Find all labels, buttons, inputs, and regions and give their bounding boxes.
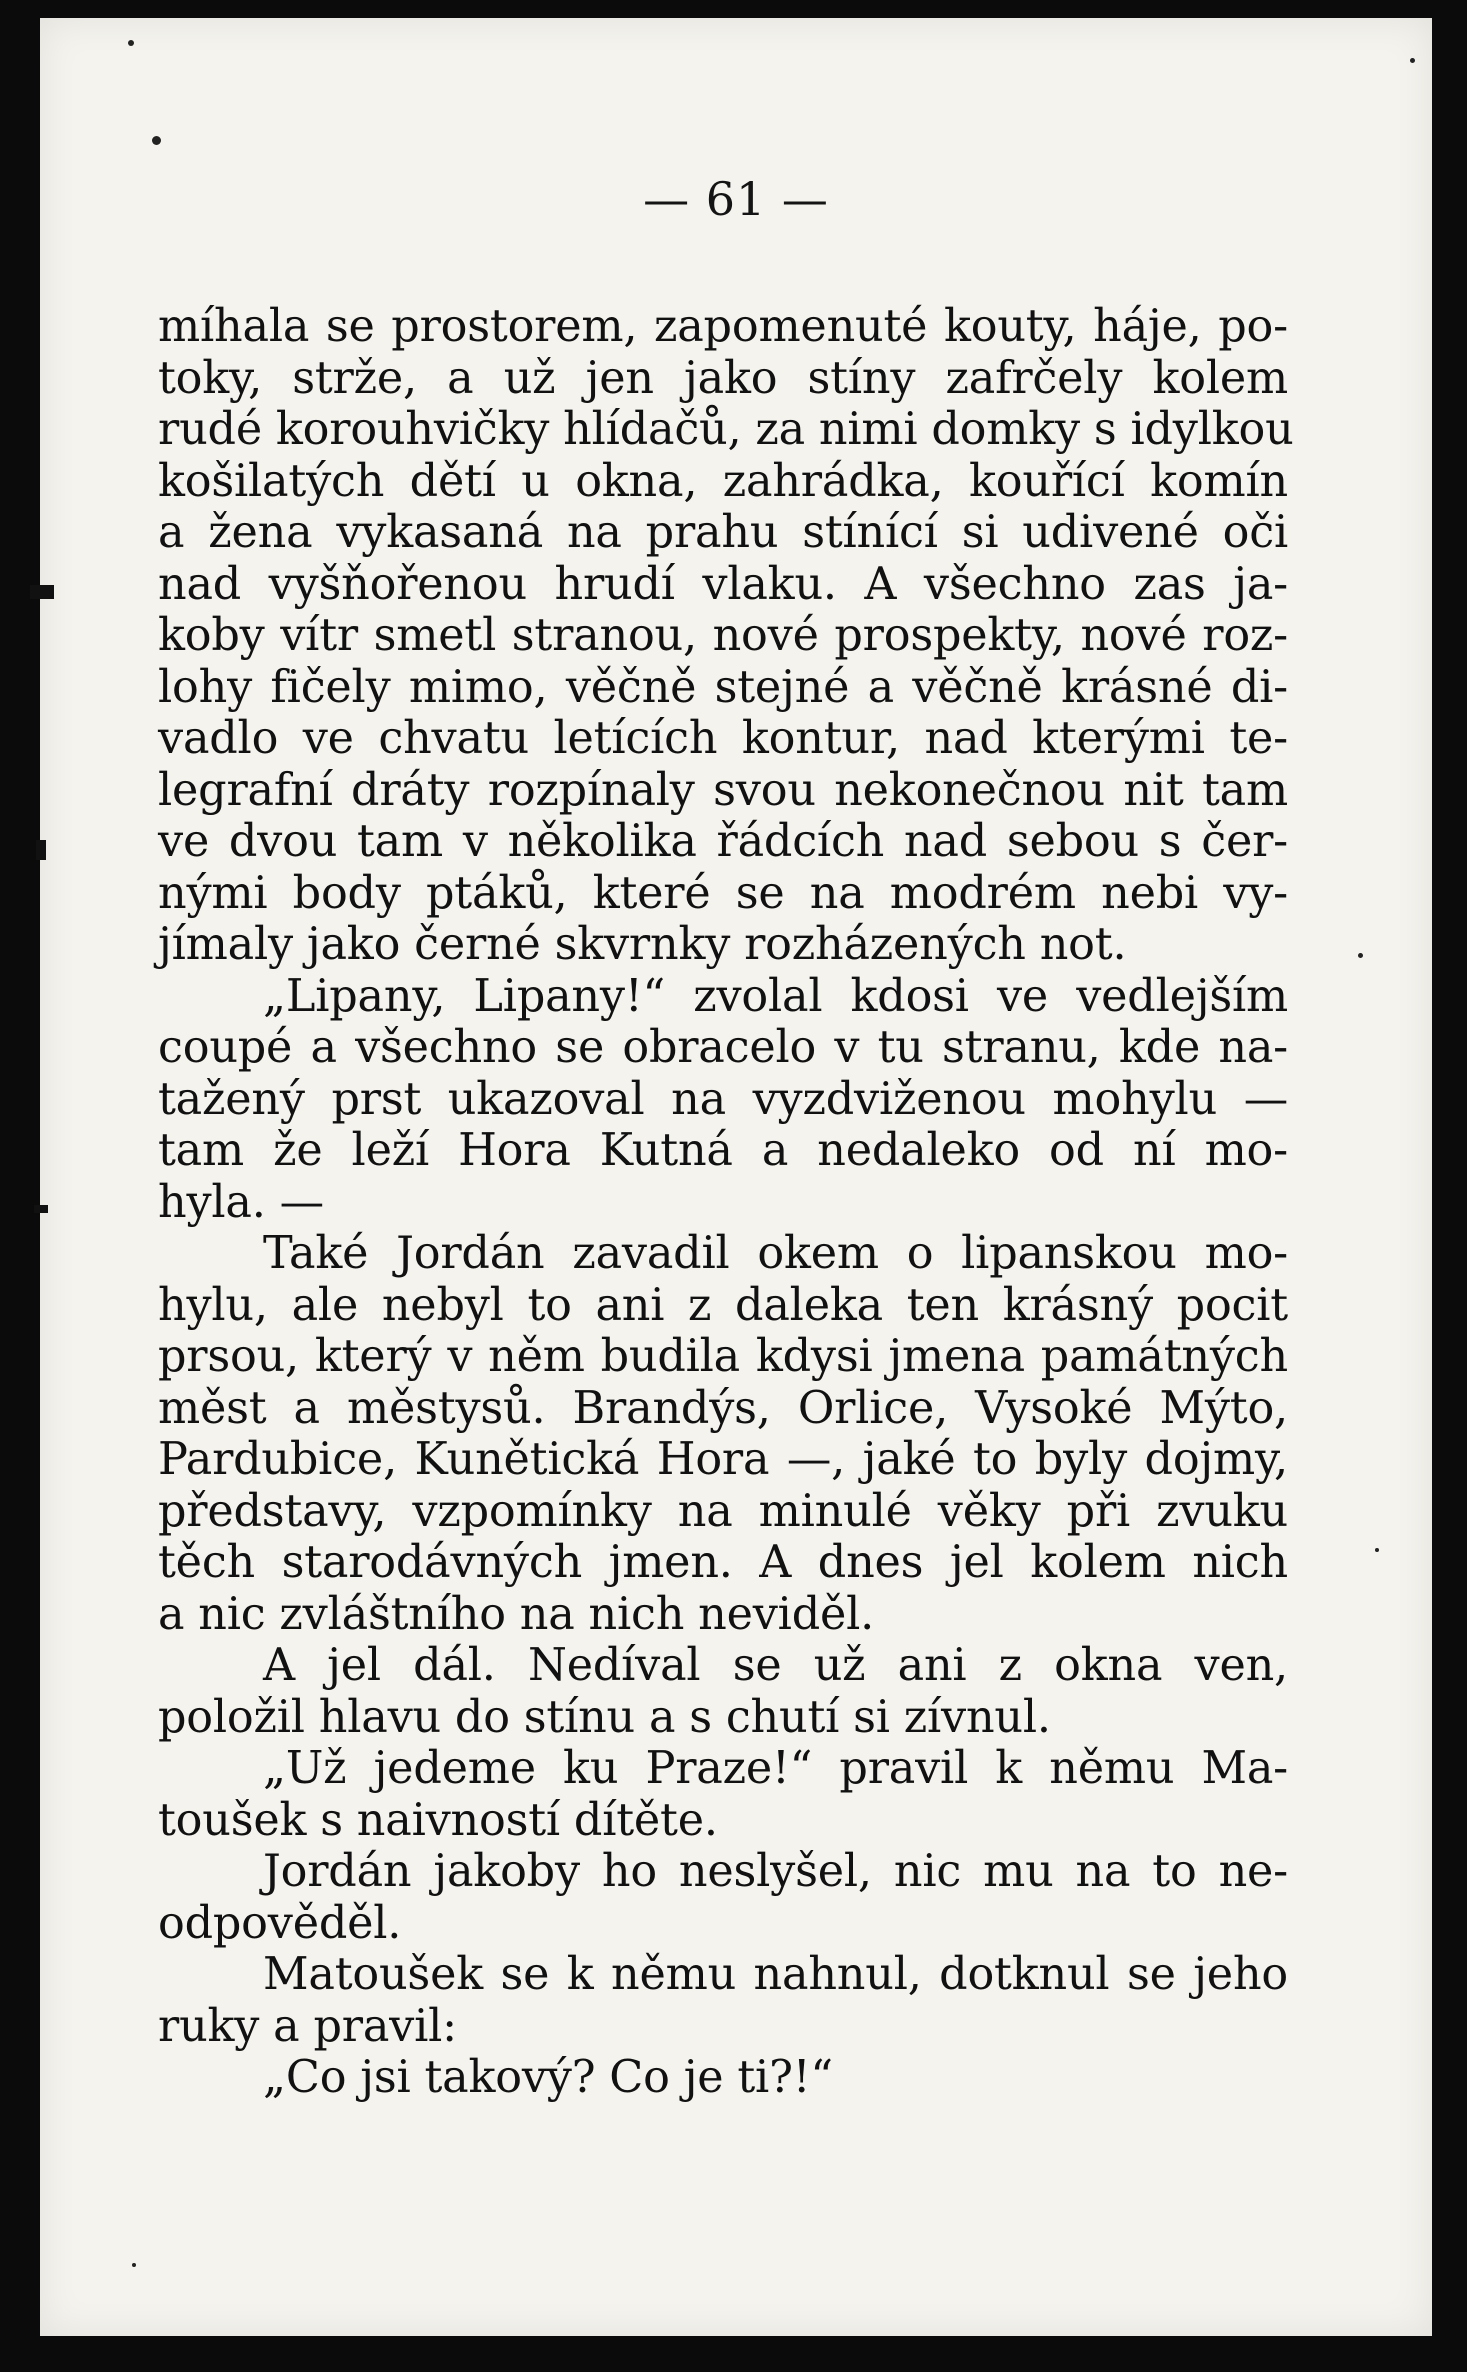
book-page — [40, 18, 1432, 2336]
scan-speck — [1358, 953, 1363, 958]
body-text — [158, 301, 1294, 2104]
paragraph — [158, 1949, 1288, 2052]
paragraph — [158, 1640, 1288, 1743]
text-line: Také Jordán zavadil okem o lipanskou mo- — [263, 1228, 1288, 1279]
text-line: Pardubice, Kunětická Hora —, jaké to byly dojmy, — [158, 1434, 1288, 1485]
text-line: hylu, ale nebyl to ani z daleka ten krásný pocit — [158, 1279, 1288, 1331]
text-line: ruky a pravil: — [158, 2000, 457, 2052]
page-number: — 61 — — [643, 172, 829, 226]
paragraph — [158, 2052, 1288, 2104]
scan-speck — [152, 136, 161, 145]
text-line: toky, strže, a už jen jako stíny zafrčely kolem — [158, 352, 1288, 404]
text-line: „Už jedeme ku Praze!“ pravil k němu Ma- — [263, 1743, 1288, 1794]
paragraph — [158, 1846, 1288, 1949]
text-line: nými body ptáků, které se na modrém nebi vy- — [158, 867, 1288, 919]
text-line: košilatých dětí u okna, zahrádka, kouřící komín — [158, 455, 1288, 507]
text-line: a nic zvláštního na nich neviděl. — [158, 1588, 875, 1640]
text-line: lohy fičely mimo, věčně stejné a věčně krásné di- — [158, 661, 1288, 713]
text-line: odpověděl. — [158, 1897, 402, 1949]
text-line: toušek s naivností dítěte. — [158, 1794, 718, 1846]
text-line: rudé korouhvičky hlídačů, za nimi domky s idylkou — [158, 404, 1294, 455]
binding-edge-mark — [30, 585, 54, 599]
text-line: Jordán jakoby ho neslyšel, nic mu na to ne- — [263, 1846, 1288, 1897]
scan-speck — [132, 2263, 136, 2267]
text-line: hyla. — — [158, 1176, 324, 1228]
text-line: položil hlavu do stínu a s chutí si zívnul. — [158, 1691, 1051, 1743]
binding-edge-mark — [34, 1205, 48, 1213]
text-line: představy, vzpomínky na minulé věky při zvuku — [158, 1485, 1288, 1537]
paragraph — [158, 1743, 1288, 1846]
paragraph — [158, 971, 1288, 1229]
text-line: tam že leží Hora Kutná a nedaleko od ní mo- — [158, 1125, 1288, 1176]
text-line: A jel dál. Nedíval se už ani z okna ven, — [263, 1640, 1288, 1691]
text-line: „Co jsi takový? Co je ti?!“ — [263, 2052, 833, 2103]
text-line: legrafní dráty rozpínaly svou nekonečnou nit tam — [158, 764, 1288, 816]
text-line: těch starodávných jmen. A dnes jel kolem nich — [158, 1537, 1288, 1588]
text-line: a žena vykasaná na prahu stínící si udivené oči — [158, 507, 1288, 558]
text-line: koby vítr smetl stranou, nové prospekty, nové roz- — [158, 610, 1288, 661]
text-line: vadlo ve chvatu letících kontur, nad kterými te- — [158, 713, 1288, 764]
text-line: prsou, který v něm budila kdysi jmena památných — [158, 1331, 1288, 1382]
text-line: míhala se prostorem, zapomenuté kouty, háje, po- — [158, 301, 1288, 352]
text-line: měst a městysů. Brandýs, Orlice, Vysoké Mýto, — [158, 1382, 1288, 1434]
scan-speck — [128, 40, 134, 46]
binding-edge-mark — [36, 840, 46, 860]
scan-speck — [1375, 1548, 1379, 1552]
text-line: nad vyšňořenou hrudí vlaku. A všechno zas ja- — [158, 558, 1288, 610]
scan-speck — [1410, 58, 1415, 63]
text-line: Matoušek se k němu nahnul, dotknul se jeho — [263, 1949, 1288, 2000]
text-line: coupé a všechno se obracelo v tu stranu, kde na- — [158, 1022, 1288, 1073]
text-line: „Lipany, Lipany!“ zvolal kdosi ve vedlejším — [263, 970, 1288, 1022]
text-line: jímaly jako černé skvrnky rozházených not. — [158, 919, 1127, 970]
paragraph — [158, 301, 1294, 971]
paragraph — [158, 1228, 1288, 1640]
text-line: ve dvou tam v několika řádcích nad sebou s čer- — [158, 816, 1288, 867]
text-line: tažený prst ukazoval na vyzdviženou mohylu — — [158, 1073, 1288, 1125]
